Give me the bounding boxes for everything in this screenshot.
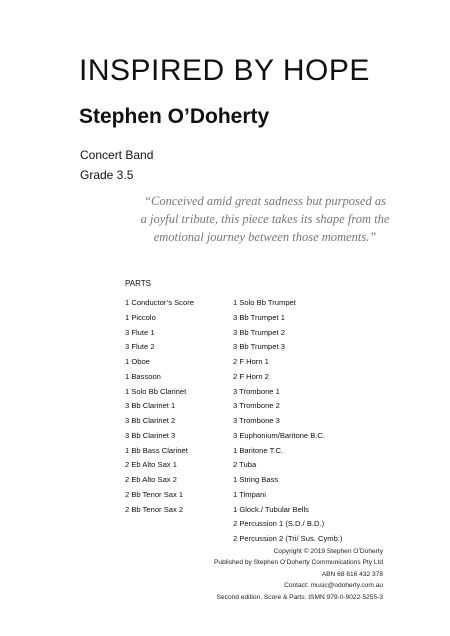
part-item: 3 Bb Trumpet 2 — [233, 327, 285, 337]
part-item: 3 Trombone 2 — [233, 401, 280, 411]
part-item: 2 Percussion 2 (Tri/ Sus. Cymb.) — [233, 534, 343, 543]
part-item: 3 Bb Clarinet 2 — [125, 416, 176, 425]
part-item: 3 Flute 1 — [125, 327, 155, 337]
part-item: 1 Piccolo — [125, 312, 156, 322]
part-item: 1 Baritone T.C. — [233, 445, 284, 455]
parts-list-right — [233, 296, 342, 547]
part-item: 2 F Horn 1 — [233, 357, 269, 366]
copyright-line: Copyright © 2019 Stephen O’Doherty — [273, 548, 383, 555]
part-item: 3 Trombone 1 — [233, 386, 280, 396]
part-item: 3 Trombone 3 — [233, 416, 280, 425]
part-item: 3 Bb Trumpet 3 — [233, 342, 285, 352]
part-item: 2 Eb Alto Sax 1 — [125, 460, 177, 470]
part-item: 1 Bassoon — [125, 371, 161, 381]
edition-line: Second edition. Score & Parts: ISMN 979-0-9022-5255-3 — [216, 593, 383, 601]
part-item: 2 Percussion 1 (S.D./ B.D.) — [233, 519, 325, 529]
part-item: 3 Bb Clarinet 1 — [125, 401, 176, 411]
abn-line: ABN 68 616 432 378 — [321, 570, 383, 578]
grade-label: Grade 3.5 — [80, 168, 134, 182]
part-item: 2 Bb Tenor Sax 2 — [125, 504, 184, 514]
contact-line: Contact: music@odoherty.com.au — [284, 582, 383, 590]
part-item: 2 Bb Tenor Sax 1 — [125, 489, 184, 499]
part-item: 1 Bb Bass Clarinet — [125, 445, 188, 455]
part-item: 1 Solo Bb Trumpet — [233, 298, 296, 307]
part-item: 3 Bb Trumpet 1 — [233, 312, 285, 322]
part-item: 1 Solo Bb Clarinet — [125, 386, 187, 396]
program-note-quote: “Conceived amid great sadness but purposed as a joyful tribute, this piece takes its shape from the emotional journey between those moments.” — [140, 194, 390, 244]
part-item: 1 Timpani — [233, 489, 266, 499]
part-item: 2 F Horn 2 — [233, 371, 269, 381]
part-item: 1 Glock./ Tubular Bells — [233, 504, 309, 514]
part-item: 1 Conductor’s Score — [125, 298, 194, 307]
part-item: 2 Eb Alto Sax 2 — [125, 475, 177, 484]
piece-meta — [80, 145, 153, 185]
composer-name: Stephen O’Doherty — [79, 105, 270, 128]
part-item: 3 Flute 2 — [125, 342, 155, 352]
part-item: 1 Oboe — [125, 357, 150, 366]
publication-footer — [214, 546, 383, 603]
piece-title: INSPIRED BY HOPE — [79, 54, 370, 87]
part-item: 2 Tuba — [233, 460, 257, 470]
part-item: 1 String Bass — [233, 475, 279, 484]
part-item: 3 Bb Clarinet 3 — [125, 430, 176, 440]
part-item: 3 Euphonium/Baritone B.C. — [233, 430, 326, 440]
publisher-line: Published by Stephen O’Doherty Communications Pty Ltd — [214, 559, 383, 567]
parts-heading: PARTS — [125, 279, 151, 288]
ensemble-label: Concert Band — [80, 148, 154, 162]
parts-list-left — [125, 296, 194, 517]
